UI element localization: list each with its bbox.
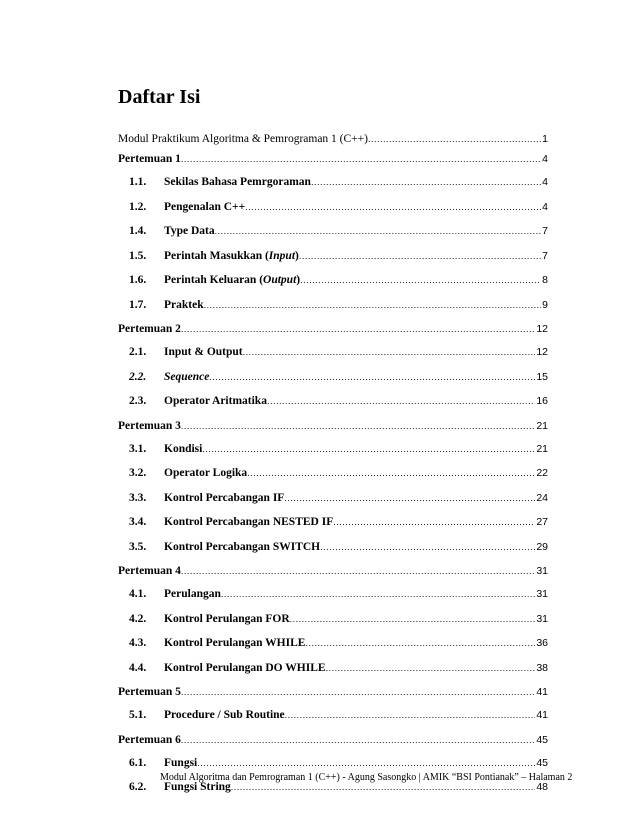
toc-entry-number: 3.5. xyxy=(129,540,147,553)
toc-entry-number: 5.1. xyxy=(129,709,147,721)
toc-entry[interactable] xyxy=(118,709,548,734)
toc-entry[interactable] xyxy=(118,492,548,517)
toc-entry-page: 48 xyxy=(536,781,548,793)
toc-entry-title: Kontrol Percabangan IF xyxy=(164,491,285,504)
toc-dot-leader xyxy=(245,202,541,212)
toc-entry[interactable] xyxy=(118,443,548,468)
toc-dot-leader xyxy=(247,468,535,478)
toc-entry-page: 27 xyxy=(536,516,548,528)
toc-dot-leader xyxy=(221,589,535,599)
toc-dot-leader xyxy=(300,275,541,285)
toc-entry-page: 8 xyxy=(542,274,548,286)
toc-entry[interactable] xyxy=(118,588,548,613)
toc-entry-page: 15 xyxy=(536,370,548,383)
toc-entry-page: 16 xyxy=(536,395,548,407)
toc-entry-title: Procedure / Sub Routine xyxy=(164,709,285,721)
table-of-contents xyxy=(118,133,573,806)
toc-entry-number: 1.4. xyxy=(129,225,147,237)
toc-dot-leader xyxy=(215,226,542,236)
toc-entry-number: 6.2. xyxy=(129,781,147,793)
toc-entry-title: Pertemuan 4 xyxy=(118,565,181,577)
toc-entry-page: 4 xyxy=(542,200,548,213)
toc-entry[interactable] xyxy=(118,176,548,201)
toc-entry-title: Operator Aritmatika xyxy=(164,395,267,407)
toc-entry-title: Pertemuan 1 xyxy=(118,153,181,165)
toc-entry-title: Kontrol Perulangan FOR xyxy=(164,612,290,625)
page-footer: Modul Algoritma dan Pemrograman 1 (C++) - Agung Sasongko | AMIK “BSI Pontianak” – Halaman 2 xyxy=(160,772,573,783)
toc-entry-page: 4 xyxy=(542,153,548,165)
toc-entry-page: 36 xyxy=(536,637,548,649)
toc-entry-number: 1.5. xyxy=(129,249,147,262)
toc-dot-leader xyxy=(181,735,535,745)
toc-dot-leader xyxy=(299,251,541,261)
toc-entry-title: Input & Output xyxy=(164,346,243,358)
toc-entry[interactable] xyxy=(118,516,548,541)
toc-entry-title: Pertemuan 2 xyxy=(118,323,181,335)
toc-dot-leader xyxy=(311,177,541,187)
toc-dot-leader xyxy=(285,710,536,720)
toc-entry-page: 41 xyxy=(536,709,548,721)
toc-entry[interactable] xyxy=(118,346,548,371)
toc-entry-number: 3.4. xyxy=(129,516,147,528)
toc-entry-title: Praktek xyxy=(164,298,204,311)
toc-entry-title: Perintah Masukkan (Input) xyxy=(164,249,299,262)
toc-entry-title: Kontrol Percabangan NESTED IF xyxy=(164,516,334,528)
toc-entry-page: 45 xyxy=(536,733,548,746)
toc-dot-leader xyxy=(267,396,535,406)
toc-entry-page: 41 xyxy=(536,686,548,698)
toc-entry[interactable] xyxy=(118,734,548,757)
toc-entry[interactable] xyxy=(118,686,548,709)
toc-entry[interactable] xyxy=(118,467,548,492)
toc-dot-leader xyxy=(333,517,535,527)
toc-entry-title: Perulangan xyxy=(164,588,221,600)
toc-entry-number: 2.1. xyxy=(129,346,147,358)
toc-entry[interactable] xyxy=(118,637,548,662)
toc-entry-title: Kontrol Percabangan SWITCH xyxy=(164,540,321,553)
toc-entry-number: 1.2. xyxy=(129,200,147,213)
toc-entry-page: 21 xyxy=(536,419,548,432)
toc-entry-title: Kontrol Perulangan DO WHILE xyxy=(164,661,326,674)
toc-dot-leader xyxy=(326,663,536,673)
toc-dot-leader xyxy=(181,324,535,334)
toc-entry[interactable] xyxy=(118,250,548,275)
toc-dot-leader xyxy=(305,638,535,648)
toc-entry-page: 1 xyxy=(542,133,548,145)
toc-entry-page: 31 xyxy=(536,588,548,600)
toc-entry-title: Perintah Keluaran (Output) xyxy=(164,274,301,286)
toc-entry-number: 2.3. xyxy=(129,395,147,407)
toc-entry-page: 24 xyxy=(536,491,548,504)
toc-dot-leader xyxy=(231,782,536,792)
toc-entry-number: 3.3. xyxy=(129,491,147,504)
toc-entry-page: 4 xyxy=(542,176,548,188)
toc-entry-page: 7 xyxy=(542,249,548,262)
page-title: Daftar Isi xyxy=(118,86,201,108)
toc-entry-page: 12 xyxy=(536,323,548,335)
toc-entry[interactable] xyxy=(118,395,548,420)
toc-dot-leader xyxy=(209,372,535,382)
toc-entry-page: 12 xyxy=(536,346,548,358)
toc-entry[interactable] xyxy=(118,153,548,176)
toc-dot-leader xyxy=(284,493,535,503)
toc-entry-title: Pertemuan 3 xyxy=(118,419,181,432)
toc-entry-number: 6.1. xyxy=(129,756,147,769)
toc-entry-number: 1.1. xyxy=(129,176,147,188)
toc-entry[interactable] xyxy=(118,565,548,588)
toc-entry[interactable] xyxy=(118,201,548,226)
toc-dot-leader xyxy=(204,300,542,310)
toc-dot-leader xyxy=(181,154,541,164)
toc-dot-leader xyxy=(320,542,535,552)
toc-entry-number: 4.3. xyxy=(129,637,147,649)
toc-entry-title: Fungsi xyxy=(164,756,198,769)
toc-entry-page: 9 xyxy=(542,298,548,311)
toc-dot-leader xyxy=(202,444,535,454)
toc-entry[interactable] xyxy=(118,323,548,346)
toc-entry-number: 1.7. xyxy=(129,298,147,311)
toc-entry-page: 22 xyxy=(536,467,548,479)
toc-entry-number: 4.2. xyxy=(129,612,147,625)
toc-entry[interactable] xyxy=(118,420,548,443)
toc-entry-page: 29 xyxy=(536,540,548,553)
toc-dot-leader xyxy=(243,347,536,357)
toc-entry[interactable] xyxy=(118,225,548,250)
toc-entry[interactable] xyxy=(118,133,548,153)
toc-entry-page: 31 xyxy=(536,612,548,625)
toc-dot-leader xyxy=(181,421,535,431)
toc-entry-title: Kondisi xyxy=(164,442,203,455)
toc-entry-number: 2.2. xyxy=(129,370,147,383)
toc-entry-page: 38 xyxy=(536,661,548,674)
toc-entry-number: 4.4. xyxy=(129,661,147,674)
toc-entry-title: Sekilas Bahasa Pemrgoraman xyxy=(164,176,311,188)
toc-entry-page: 45 xyxy=(536,756,548,769)
toc-dot-leader xyxy=(181,687,535,697)
toc-dot-leader xyxy=(290,614,536,624)
toc-dot-leader xyxy=(368,134,541,144)
toc-entry-title: Sequence xyxy=(164,370,210,383)
toc-entry-page: 7 xyxy=(542,225,548,237)
toc-entry-number: 4.1. xyxy=(129,588,147,600)
toc-entry-title: Pengenalan C++ xyxy=(164,200,246,213)
toc-entry-page: 21 xyxy=(536,442,548,455)
toc-entry[interactable] xyxy=(118,781,548,806)
toc-entry-title: Pertemuan 5 xyxy=(118,686,181,698)
toc-entry-number: 3.1. xyxy=(129,442,147,455)
toc-entry-title: Modul Praktikum Algoritma & Pemrograman 1 (C++) xyxy=(118,133,368,145)
toc-entry[interactable] xyxy=(118,371,548,396)
toc-dot-leader xyxy=(181,566,535,576)
toc-entry-title: Pertemuan 6 xyxy=(118,733,181,746)
toc-entry-title: Type Data xyxy=(164,225,215,237)
toc-dot-leader xyxy=(197,758,535,768)
toc-entry[interactable] xyxy=(118,541,548,566)
toc-entry-title: Fungsi String xyxy=(164,781,231,793)
toc-entry-number: 3.2. xyxy=(129,467,147,479)
toc-entry[interactable] xyxy=(118,613,548,638)
toc-entry-title: Kontrol Perulangan WHILE xyxy=(164,637,306,649)
toc-entry[interactable] xyxy=(118,299,548,324)
toc-entry[interactable] xyxy=(118,662,548,687)
toc-entry-title: Operator Logika xyxy=(164,467,248,479)
toc-entry-number: 1.6. xyxy=(129,274,147,286)
toc-entry-page: 31 xyxy=(536,565,548,577)
toc-entry[interactable] xyxy=(118,274,548,299)
